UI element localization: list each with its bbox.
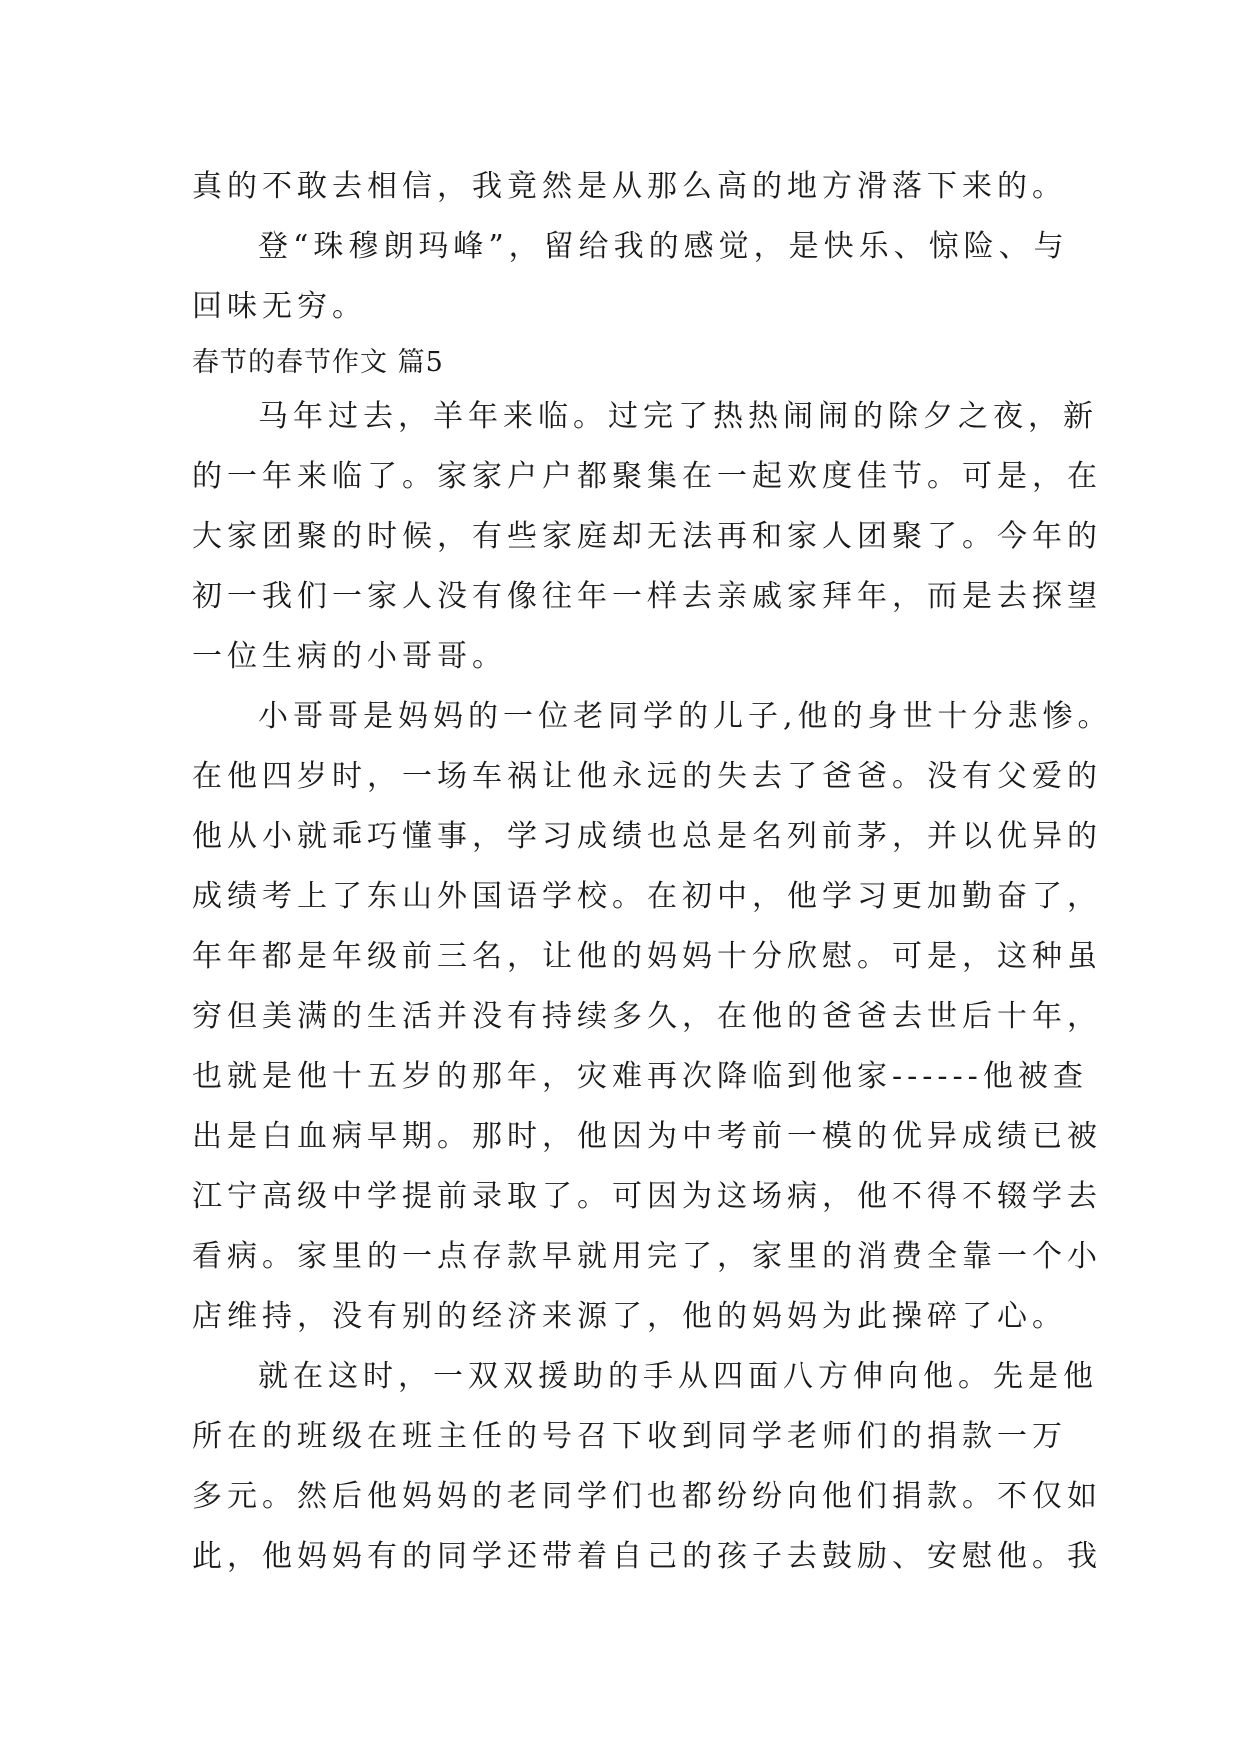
text-line: 他从小就乖巧懂事，学习成绩也总是名列前茅，并以优异的 <box>192 819 1102 854</box>
text-line: 一位生病的小哥哥。 <box>192 639 507 674</box>
paragraph-start-line: 小哥哥是妈妈的一位老同学的儿子,他的身世十分悲惨。 <box>258 699 1113 734</box>
text-line: 大家团聚的时候，有些家庭却无法再和家人团聚了。今年的 <box>192 519 1102 554</box>
text-line: 初一我们一家人没有像往年一样去亲戚家拜年，而是去探望 <box>192 579 1102 614</box>
text-line: 在他四岁时，一场车祸让他永远的失去了爸爸。没有父爱的 <box>192 759 1102 794</box>
text-line: 店维持，没有别的经济来源了，他的妈妈为此操碎了心。 <box>192 1299 1067 1334</box>
text-line: 所在的班级在班主任的号召下收到同学老师们的捐款一万 <box>192 1419 1067 1454</box>
text-line: 多元。然后他妈妈的老同学们也都纷纷向他们捐款。不仅如 <box>192 1479 1102 1514</box>
paragraph-start-line: 就在这时，一双双援助的手从四面八方伸向他。先是他 <box>258 1359 1098 1394</box>
section-heading: 春节的春节作文 篇5 <box>192 347 444 378</box>
paragraph-start-line: 马年过去，羊年来临。过完了热热闹闹的除夕之夜，新 <box>258 399 1098 434</box>
text-line: 成绩考上了东山外国语学校。在初中，他学习更加勤奋了， <box>192 879 1102 914</box>
text-line: 也就是他十五岁的那年，灾难再次降临到他家------他被查 <box>192 1059 1088 1094</box>
text-line: 看病。家里的一点存款早就用完了，家里的消费全靠一个小 <box>192 1239 1102 1274</box>
text-line: 回味无穷。 <box>192 289 367 324</box>
text-line: 穷但美满的生活并没有持续多久，在他的爸爸去世后十年， <box>192 999 1102 1034</box>
text-line: 真的不敢去相信，我竟然是从那么高的地方滑落下来的。 <box>192 169 1067 204</box>
paragraph-start-line: 登“珠穆朗玛峰”，留给我的感觉，是快乐、惊险、与 <box>258 229 1069 264</box>
text-line: 江宁高级中学提前录取了。可因为这场病，他不得不辍学去 <box>192 1179 1102 1214</box>
text-line: 出是白血病早期。那时，他因为中考前一模的优异成绩已被 <box>192 1119 1102 1154</box>
text-line: 的一年来临了。家家户户都聚集在一起欢度佳节。可是，在 <box>192 459 1102 494</box>
text-line: 此，他妈妈有的同学还带着自己的孩子去鼓励、安慰他。我 <box>192 1539 1102 1574</box>
text-line: 年年都是年级前三名，让他的妈妈十分欣慰。可是，这种虽 <box>192 939 1102 974</box>
